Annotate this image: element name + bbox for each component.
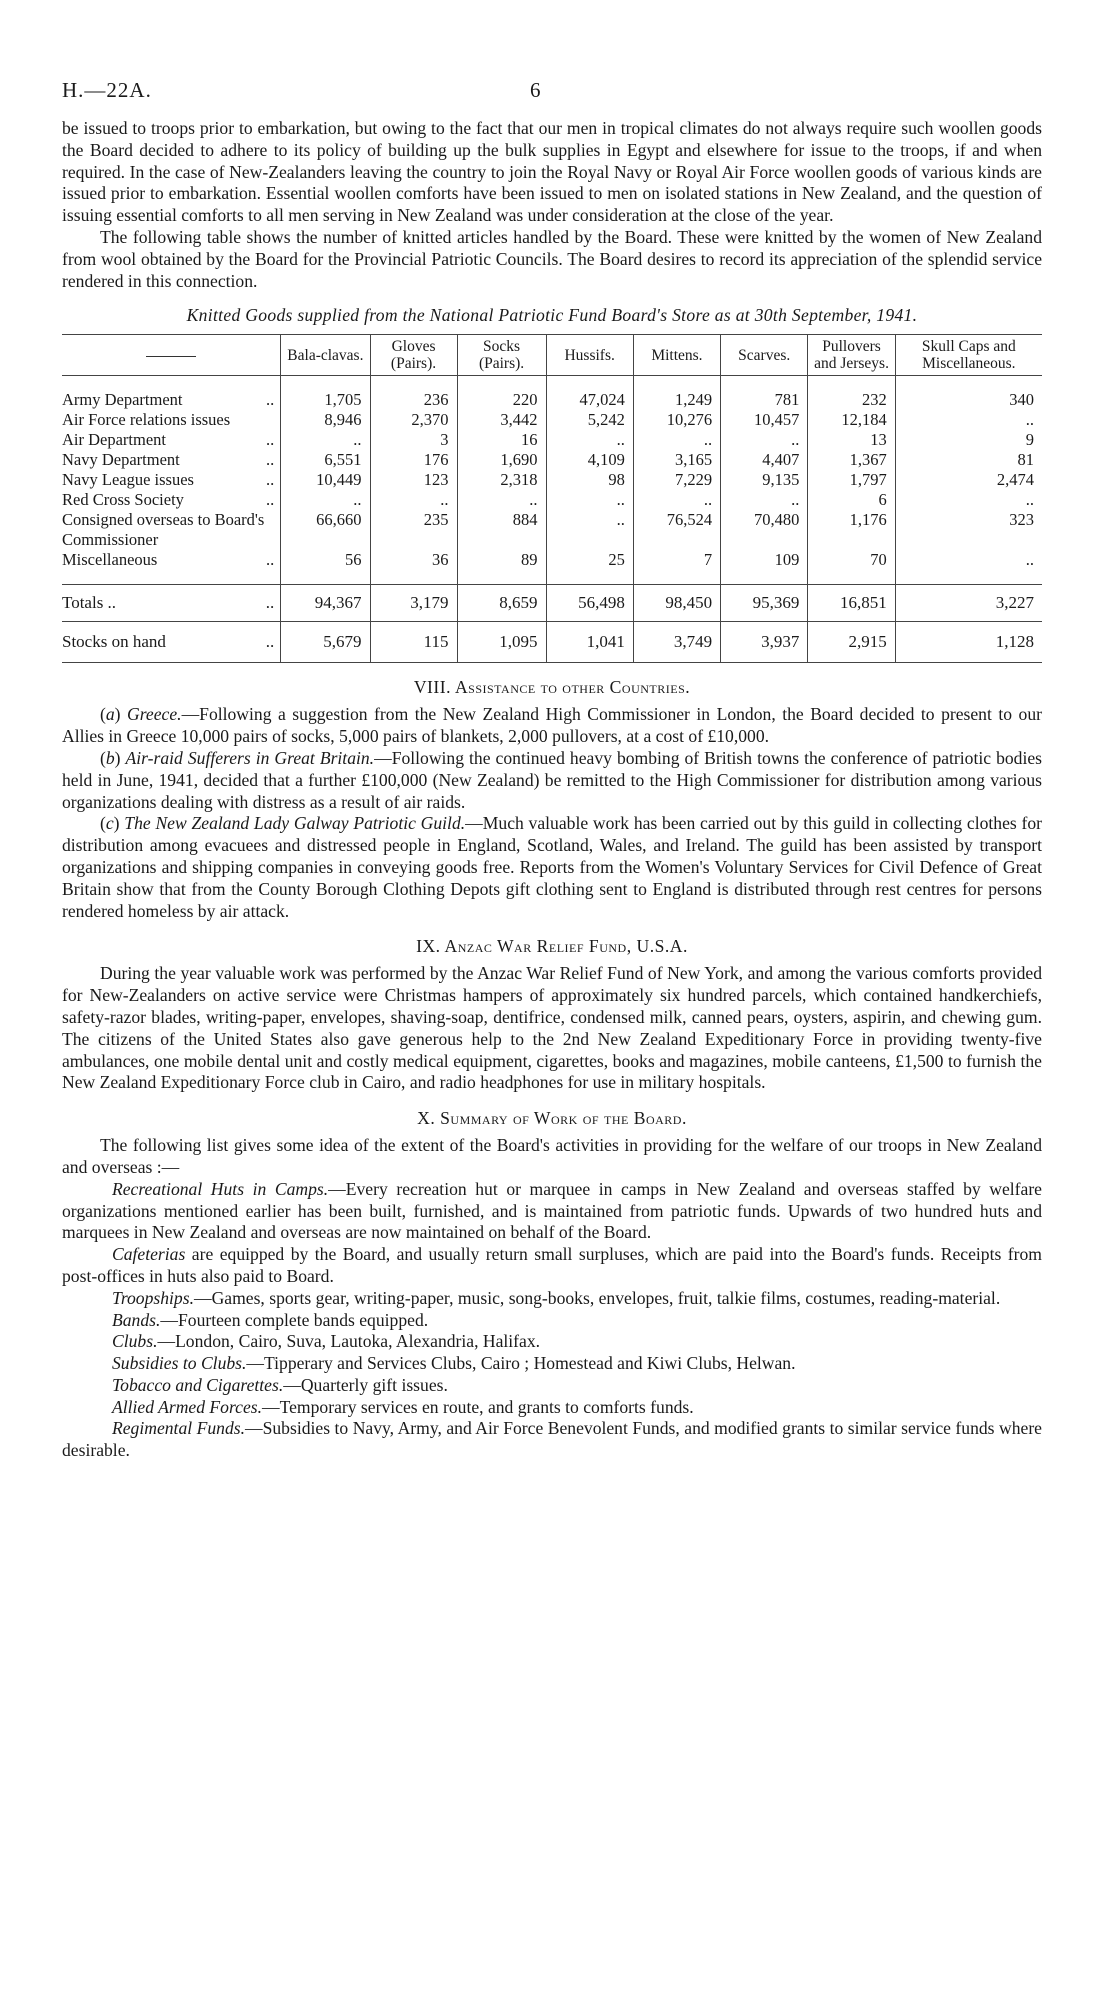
column-header: Scarves. (721, 335, 808, 376)
item-title: Allied Armed Forces. (112, 1396, 263, 1417)
row-label: Navy Department (62, 450, 180, 470)
item-text: —Following a suggestion from the New Zealand High Commissioner in London, the Board decided to present to our Allies in Greece 10,000 pairs of socks, 5,000 pairs of blankets, 2,000 pullovers, at a cost of £10,000. (62, 704, 1042, 747)
row-label: Air Department (62, 430, 167, 450)
leader-dots: .. (266, 470, 275, 490)
item-text: —Temporary services en route, and grants to comforts funds. (262, 1396, 694, 1417)
summary-item (62, 1418, 1042, 1462)
table-caption: Knitted Goods supplied from the National Patriotic Fund Board's Store as at 30th September, 1941. (186, 305, 918, 326)
column-header: Mittens. (633, 335, 720, 376)
table-cell: 56,498 (546, 585, 633, 622)
table-cell: 1,095 (457, 622, 546, 663)
table-cell: 109 (721, 550, 808, 570)
table-cell: 781 (721, 390, 808, 410)
table-cell: 13 (808, 430, 895, 450)
row-label-cell (62, 430, 281, 450)
document-page (62, 78, 1042, 1462)
column-header: Skull Caps and Miscellaneous. (895, 335, 1042, 376)
page-number: 6 (530, 78, 541, 102)
header-blank (62, 335, 281, 376)
row-label-cell (62, 410, 281, 430)
table-cell: .. (895, 550, 1042, 570)
summary-item (62, 1288, 1042, 1310)
item-text: —Much valuable work has been carried out by this guild in collecting clothes for distribution among evacuees and distressed people in England, Scotland, Wales, and Ireland. The guild has been assisted by transport organizations and shipping companies in conveying goods free. Reports from the Women's Voluntary Services for Civil Defence of Great Britain show that from the County Borough Clothing Depots gift clothing sent to England is distributed through rest centres for persons rendered homeless by air attack. (62, 813, 1043, 921)
column-header: Hussifs. (546, 335, 633, 376)
table-cell: 7,229 (633, 470, 720, 490)
summary-list (62, 1179, 1042, 1462)
table-cell: 10,449 (281, 470, 370, 490)
table-cell: .. (281, 430, 370, 450)
leader-dots: .. (266, 490, 275, 510)
table-cell: 56 (281, 550, 370, 570)
table-cell: 1,690 (457, 450, 546, 470)
item-title: Clubs. (112, 1331, 158, 1352)
column-header: Gloves (Pairs). (370, 335, 457, 376)
stocks-row (62, 622, 1042, 663)
row-label-cell (62, 490, 281, 510)
row-label-cell (62, 550, 281, 570)
item-title: Troopships. (112, 1287, 194, 1308)
table-row (62, 430, 1042, 450)
leader-dots: .. (266, 550, 275, 570)
table-cell: .. (370, 490, 457, 510)
table-cell: 94,367 (281, 585, 370, 622)
section-8-item-a: (a) Greece.—Following a suggestion from the New Zealand High Commissioner in London, the Board decided to present to our Allies in Greece 10,000 pairs of socks, 5,000 pairs of blankets, 2,000 pullovers, at a cost of £10,000. (62, 704, 1042, 747)
table-cell: 3,442 (457, 410, 546, 430)
item-title: Cafeterias (112, 1244, 186, 1265)
table-cell: 176 (370, 450, 457, 470)
table-cell: 7 (633, 550, 720, 570)
table-cell: .. (546, 430, 633, 450)
totals-row (62, 585, 1042, 622)
row-label-cell (62, 622, 281, 663)
table-cell: 16 (457, 430, 546, 450)
row-label-cell (62, 470, 281, 490)
table-header-row (62, 335, 1042, 376)
table-cell: .. (546, 490, 633, 510)
item-text: —Fourteen complete bands equipped. (160, 1309, 429, 1330)
table-cell: 6,551 (281, 450, 370, 470)
table-cell: 1,041 (546, 622, 633, 663)
column-header: Bala-clavas. (281, 335, 370, 376)
item-title: Tobacco and Cigarettes. (112, 1374, 284, 1395)
item-text: —Games, sports gear, writing-paper, music, song-books, envelopes, fruit, talkie films, costumes, reading-material. (193, 1287, 1001, 1308)
leader-dots: .. (266, 390, 275, 410)
section-10-heading: X. Summary of Work of the Board. (417, 1108, 687, 1129)
table-row (62, 450, 1042, 470)
table-row (62, 490, 1042, 510)
table-cell: 81 (895, 450, 1042, 470)
table-cell: 98,450 (633, 585, 720, 622)
section-8-heading: VIII. Assistance to other Countries. (413, 677, 691, 698)
item-text: —Subsidies to Navy, Army, and Air Force Benevolent Funds, and modified grants to similar service funds where desirable. (62, 1418, 1042, 1461)
row-label: Stocks on hand (62, 632, 166, 652)
table-cell: 9 (895, 430, 1042, 450)
table-cell: 10,276 (633, 410, 720, 430)
table-cell: 1,797 (808, 470, 895, 490)
item-title: The New Zealand Lady Galway Patriotic Guild. (124, 813, 466, 834)
row-label: Miscellaneous (62, 550, 158, 570)
item-text: —Tipperary and Services Clubs, Cairo ; Homestead and Kiwi Clubs, Helwan. (246, 1353, 796, 1374)
table-cell: 2,318 (457, 470, 546, 490)
item-title: Greece. (127, 704, 182, 725)
table-cell: 1,249 (633, 390, 720, 410)
table-cell: 98 (546, 470, 633, 490)
item-text: —Quarterly gift issues. (283, 1374, 448, 1395)
row-label-cell (62, 585, 281, 622)
table-cell: .. (895, 410, 1042, 430)
summary-item (62, 1179, 1042, 1244)
item-text: —Following the continued heavy bombing of British towns the conference of patriotic bodies held in June, 1941, decided that a further £100,000 (New Zealand) be remitted to the High Commissioner for distribution among various organizations dealing with distress as a result of air raids. (62, 747, 1043, 812)
table-cell: .. (546, 510, 633, 550)
table-cell: 232 (808, 390, 895, 410)
item-title: Bands. (112, 1309, 161, 1330)
table-cell: 5,679 (281, 622, 370, 663)
table-cell: 25 (546, 550, 633, 570)
column-header: Socks (Pairs). (457, 335, 546, 376)
table-cell: .. (721, 430, 808, 450)
table-cell: .. (633, 430, 720, 450)
table-cell: 12,184 (808, 410, 895, 430)
table-cell: 70 (808, 550, 895, 570)
table-cell: 123 (370, 470, 457, 490)
row-label: Red Cross Society (62, 490, 184, 510)
section-9-heading: IX. Anzac War Relief Fund, U.S.A. (416, 936, 688, 957)
table-cell: 9,135 (721, 470, 808, 490)
item-text: —London, Cairo, Suva, Lautoka, Alexandria, Halifax. (157, 1331, 541, 1352)
table-row (62, 510, 1042, 550)
table-cell: 4,407 (721, 450, 808, 470)
table-row (62, 550, 1042, 570)
table-cell: 3,165 (633, 450, 720, 470)
table-cell: 89 (457, 550, 546, 570)
table-cell: 8,946 (281, 410, 370, 430)
row-label-cell (62, 450, 281, 470)
table-cell: 1,128 (895, 622, 1042, 663)
table-row (62, 410, 1042, 430)
table-cell: 1,705 (281, 390, 370, 410)
table-cell: 4,109 (546, 450, 633, 470)
table-cell: 323 (895, 510, 1042, 550)
summary-item (62, 1331, 1042, 1353)
table-cell: 10,457 (721, 410, 808, 430)
table-cell: .. (721, 490, 808, 510)
row-label-cell (62, 390, 281, 410)
section-8-item-c: (c) The New Zealand Lady Galway Patriotic Guild.—Much valuable work has been carried out by this guild in collecting clothes for distribution among evacuees and distressed people in England, Scotland, Wales, and Ireland. The guild has been assisted by transport organizations and shipping companies in conveying goods free. Reports from the Women's Voluntary Services for Civil Defence of Great Britain show that from the County Borough Clothing Depots gift clothing sent to England is distributed through rest centres for persons rendered homeless by air attack. (62, 813, 1043, 921)
table-cell: 66,660 (281, 510, 370, 550)
page-header (62, 78, 1042, 118)
summary-item (62, 1353, 1042, 1375)
table-cell: 2,370 (370, 410, 457, 430)
section-8-item-b: (b) Air-raid Sufferers in Great Britain.—Following the continued heavy bombing of British towns the conference of patriotic bodies held in June, 1941, decided that a further £100,000 (New Zealand) be remitted to the High Commissioner for distribution among various organizations dealing with distress as a result of air raids. (62, 747, 1043, 812)
table-row (62, 390, 1042, 410)
table-cell: 3,227 (895, 585, 1042, 622)
table-cell: .. (281, 490, 370, 510)
table-cell: 884 (457, 510, 546, 550)
summary-item (62, 1244, 1042, 1288)
row-label: Air Force relations issues (62, 410, 231, 430)
table-cell: 2,474 (895, 470, 1042, 490)
table-cell: 220 (457, 390, 546, 410)
row-label: Navy League issues (62, 470, 194, 490)
table-cell: 1,176 (808, 510, 895, 550)
knitted-goods-table (62, 334, 1042, 663)
table-cell: 70,480 (721, 510, 808, 550)
summary-item (62, 1397, 1042, 1419)
table-cell: 235 (370, 510, 457, 550)
table-cell: 3,749 (633, 622, 720, 663)
table-cell: 5,242 (546, 410, 633, 430)
table-cell: 16,851 (808, 585, 895, 622)
leader-dots: .. (265, 632, 275, 652)
row-label: Totals .. (62, 593, 117, 613)
table-cell: 2,915 (808, 622, 895, 663)
document-reference: H.—22A. (62, 78, 152, 102)
item-title: Air-raid Sufferers in Great Britain. (125, 747, 375, 768)
table-cell: 115 (370, 622, 457, 663)
row-label: Army Department (62, 390, 183, 410)
table-cell: 95,369 (721, 585, 808, 622)
section-10-intro: The following list gives some idea of the extent of the Board's activities in providing for the welfare of our troops in New Zealand and overseas :— (62, 1135, 1042, 1177)
table-cell: .. (895, 490, 1042, 510)
leader-dots: .. (266, 430, 275, 450)
table-cell: 3,179 (370, 585, 457, 622)
column-header: Pullovers and Jerseys. (808, 335, 895, 376)
intro-paragraph-1: be issued to troops prior to embarkation, but owing to the fact that our men in tropical climates do not always require such woollen goods the Board decided to adhere to its policy of building up the bulk supplies in Egypt and elsewhere for issue to the troops, if and when required. In the case of New-Zealanders leaving the country to join the Royal Navy or Royal Air Force woollen goods of various kinds are issued prior to embarkation. Essential woollen comforts have been issued to men on isolated stations in New Zealand, and the question of issuing essential comforts to all men serving in New Zealand was under consideration at the close of the year. (62, 118, 1042, 226)
table-cell: 3,937 (721, 622, 808, 663)
leader-dots: .. (266, 450, 275, 470)
table-cell: 340 (895, 390, 1042, 410)
item-text: are equipped by the Board, and usually return small surpluses, which are paid into the Board's funds. Receipts from post-offices in huts also paid to Board. (62, 1244, 1042, 1286)
table-cell: 1,367 (808, 450, 895, 470)
item-title: Regimental Funds. (112, 1418, 245, 1439)
table-cell: 76,524 (633, 510, 720, 550)
table-cell: 8,659 (457, 585, 546, 622)
table-cell: .. (633, 490, 720, 510)
table-cell: 236 (370, 390, 457, 410)
summary-item (62, 1310, 1042, 1332)
table-cell: 3 (370, 430, 457, 450)
row-label: Consigned overseas to Board's Commissioner (62, 510, 265, 550)
leader-dots: .. (265, 593, 275, 613)
table-cell: 6 (808, 490, 895, 510)
table-cell: .. (457, 490, 546, 510)
item-title: Subsidies to Clubs. (112, 1353, 247, 1374)
row-label-cell (62, 510, 281, 550)
item-text: —Every recreation hut or marquee in camps in New Zealand and overseas staffed by welfare organizations mentioned earlier has been built, furnished, and is maintained from patriotic funds. Upwards of two hundred huts and marquees in New Zealand and overseas are now maintained on behalf of the Board. (62, 1178, 1042, 1243)
summary-item (62, 1375, 1042, 1397)
intro-paragraph-2: The following table shows the number of knitted articles handled by the Board. These were knitted by the women of New Zealand from wool obtained by the Board for the Provincial Patriotic Councils. The Board desires to record its appreciation of the splendid service rendered in this connection. (62, 226, 1042, 291)
item-title: Recreational Huts in Camps. (112, 1178, 329, 1199)
section-9-paragraph: During the year valuable work was performed by the Anzac War Relief Fund of New York, and among the various comforts provided for New-Zealanders on active service were Christmas hampers of approximately six hundred parcels, which contained handkerchiefs, safety-razor blades, writing-paper, envelopes, shaving-soap, dentifrice, condensed milk, canned pears, oysters, aspirin, and chewing gum. The citizens of the United States also gave generous help to the 2nd New Zealand Expeditionary Force in providing twenty-five ambulances, one mobile dental unit and costly medical equipment, cigarettes, books and magazines, mobile canteens, £1,500 to furnish the New Zealand Expeditionary Force club in Cairo, and radio headphones for use in military hospitals. (62, 963, 1042, 1093)
table-cell: 47,024 (546, 390, 633, 410)
table-row (62, 470, 1042, 490)
table-cell: 36 (370, 550, 457, 570)
